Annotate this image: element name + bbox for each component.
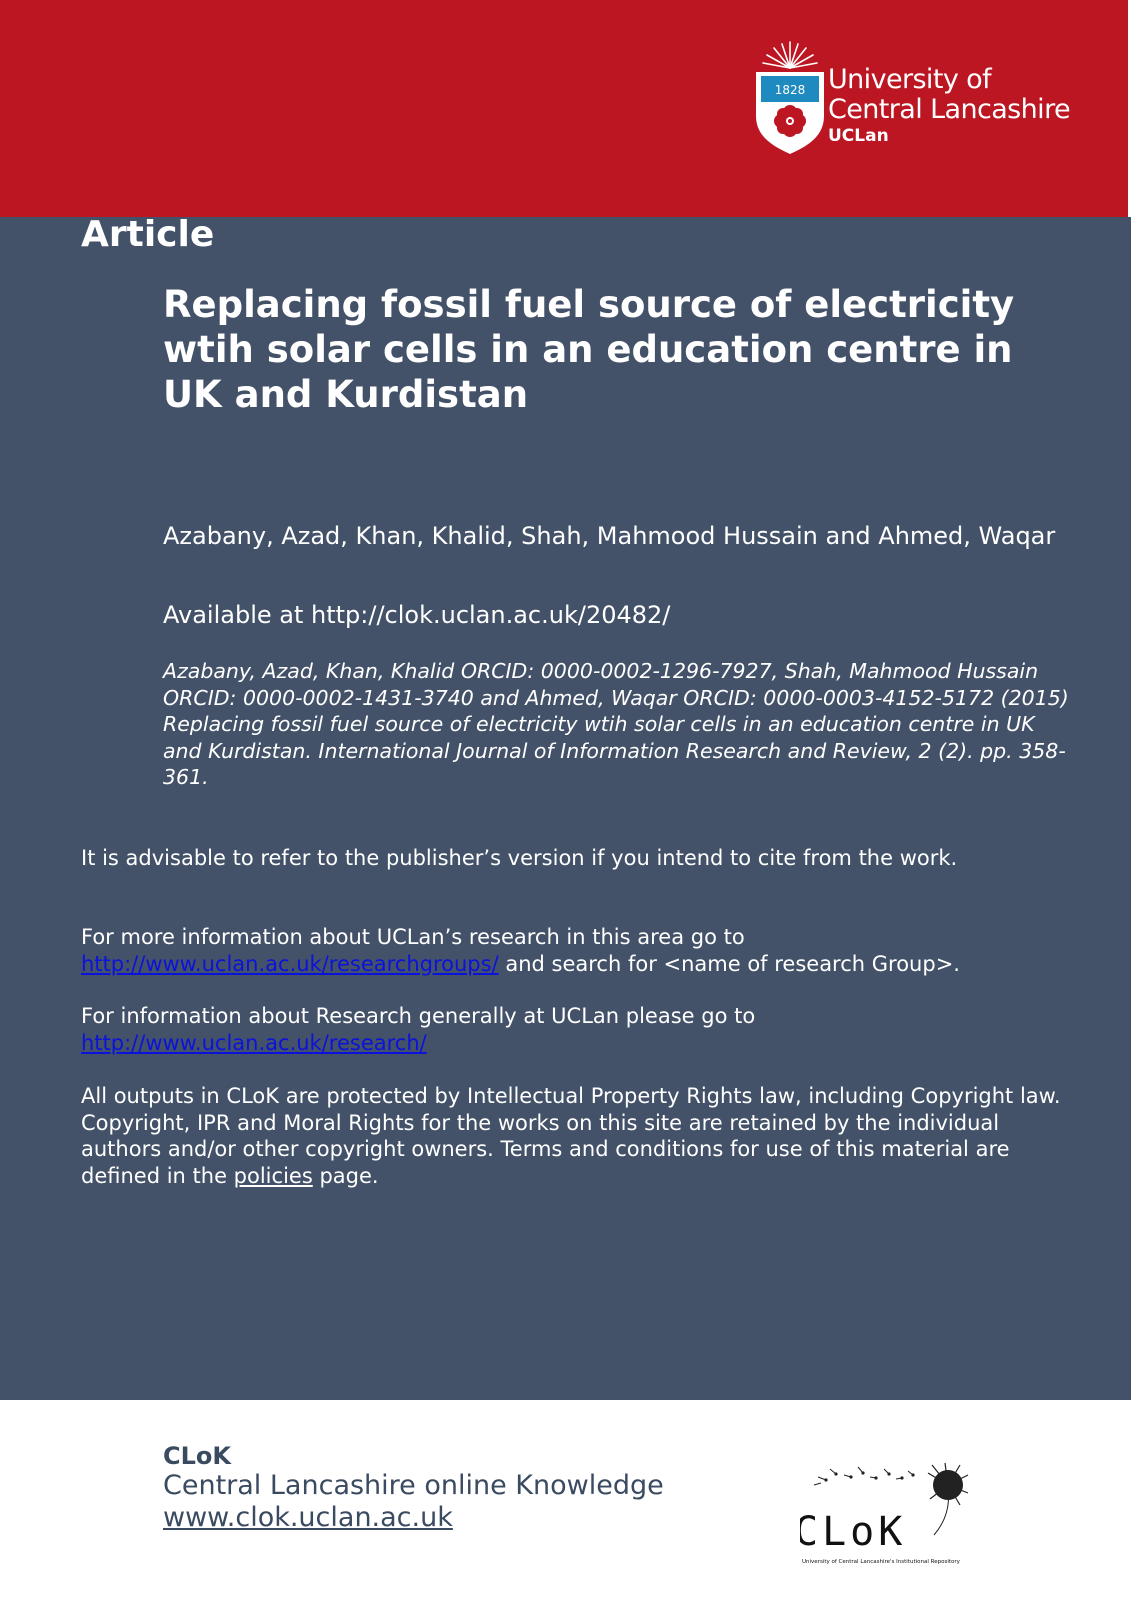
logo-line-2: Central Lancashire (828, 94, 1070, 125)
rights-suffix: page. (312, 1163, 379, 1188)
uclan-logo (752, 40, 1092, 160)
more-info-note (81, 924, 1081, 977)
document-type-label: Article (81, 214, 215, 255)
rights-note (81, 1083, 1071, 1189)
general-research-note (81, 1003, 1081, 1056)
footer-clok-label: CLoK (163, 1442, 231, 1470)
policies-link[interactable]: policies (233, 1163, 313, 1188)
uclan-crest-icon (752, 40, 828, 156)
article-citation: Azabany, Azad, Khan, Khalid ORCID: 0000-0002-1296-7927, Shah, Mahmood Hussain ORCID: 0000-0002-1431-3740 and Ahmed, Waqar ORCID: 0000-0003-4152-5172 (2015) Replacing fossil fuel source of electricity wtih solar cells in an education centre in UK and Kurdistan. International Journal of Information Research and Review, 2 (2). pp. 358-361. (163, 659, 1069, 789)
article-authors: Azabany, Azad, Khan, Khalid, Shah, Mahmood Hussain and Ahmed, Waqar (163, 522, 1056, 550)
logo-line-1: University of (828, 64, 992, 95)
article-title: Replacing fossil fuel source of electricity wtih solar cells in an education centre in UK and Kurdistan (163, 283, 1015, 416)
more-info-text: For more information about UCLan’s research in this area go to (81, 925, 745, 949)
logo-line-3: UCLan (828, 126, 889, 146)
svg-text:1828: 1828 (774, 83, 806, 97)
uclan-wordmark (828, 66, 1070, 145)
available-at: Available at http://clok.uclan.ac.uk/20482/ (163, 601, 671, 629)
footer-clok-url[interactable]: www.clok.uclan.ac.uk (163, 1502, 453, 1533)
rights-text: All outputs in CLoK are protected by Intellectual Property Rights law, including Copyright law. Copyright, IPR and Moral Rights for the works on this site are retained by the individual authors and/or other copyright owners. Terms and conditions for use of this material are defined in the (81, 1084, 1061, 1188)
general-research-text: For information about Research generally at UCLan please go to (81, 1004, 756, 1028)
research-groups-link[interactable]: http://www.uclan.ac.uk/researchgroups/ (81, 951, 499, 976)
more-info-suffix: and search for <name of research Group>. (498, 951, 960, 976)
clok-logo-caption: University of Central Lancashire's Institutional Repository (802, 1559, 960, 1565)
research-link[interactable]: http://www.uclan.ac.uk/research/ (81, 1030, 427, 1055)
clok-logo-text: CLoK (800, 1509, 907, 1555)
clok-logo (800, 1455, 980, 1570)
advise-note: It is advisable to refer to the publisher’s version if you intend to cite from the work. (81, 846, 958, 870)
footer-clok-name: Central Lancashire online Knowledge (163, 1470, 664, 1501)
dandelion-icon (800, 1455, 980, 1570)
